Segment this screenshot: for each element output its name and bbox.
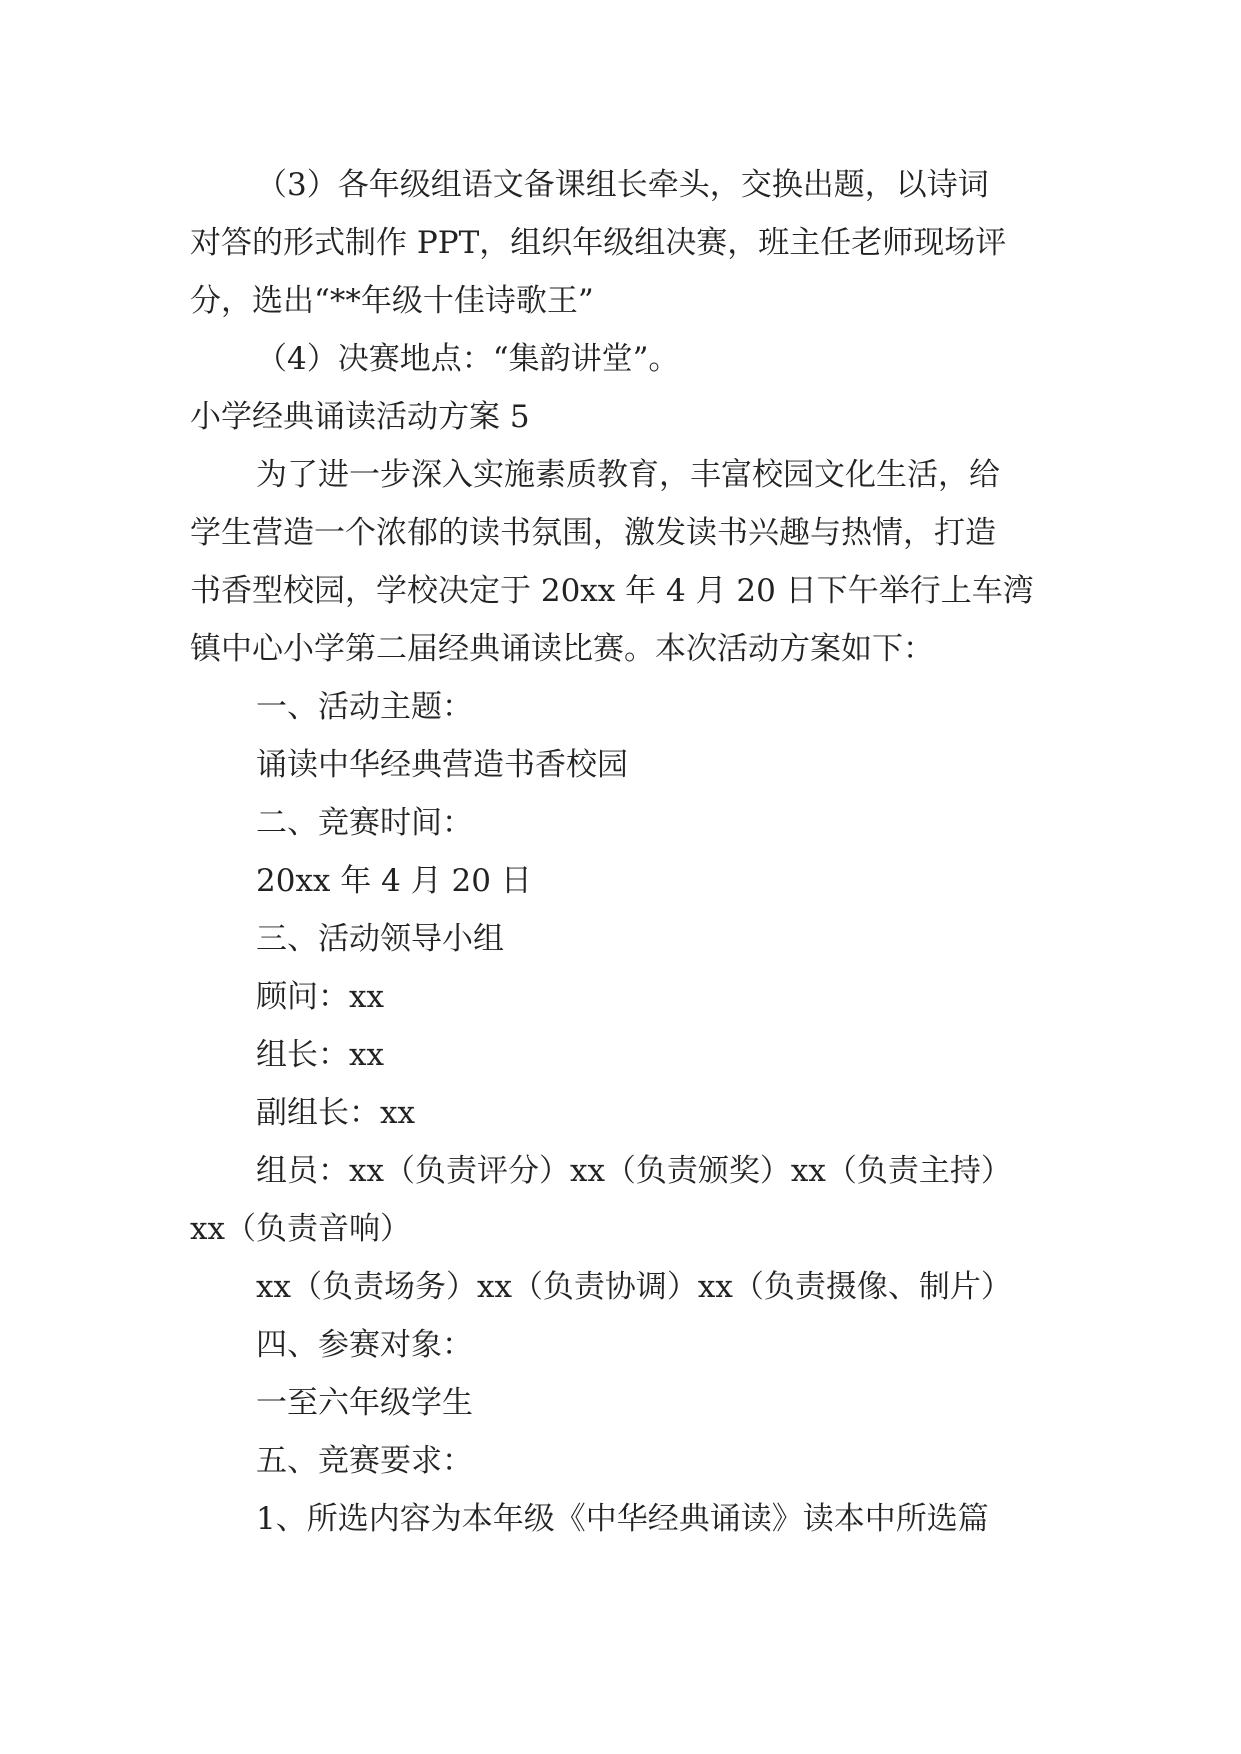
paragraph-line: （3）各年级组语文备课组长牵头，交换出题，以诗词 bbox=[256, 167, 989, 203]
paragraph-line: 分，选出“**年级十佳诗歌王” bbox=[190, 283, 594, 319]
subheading: 一、活动主题： bbox=[256, 689, 473, 725]
paragraph-line: 顾问：xx bbox=[256, 979, 384, 1015]
paragraph-line: 镇中心小学第二届经典诵读比赛。本次活动方案如下： bbox=[190, 631, 934, 667]
paragraph-line: 学生营造一个浓郁的读书氛围，激发读书兴趣与热情，打造 bbox=[190, 515, 996, 551]
paragraph-line: 组员：xx（负责评分）xx（负责颁奖）xx（负责主持） bbox=[256, 1153, 1012, 1189]
subheading: 二、竞赛时间： bbox=[256, 805, 473, 841]
paragraph-line: （4）决赛地点：“集韵讲堂”。 bbox=[256, 341, 680, 377]
paragraph-line: 对答的形式制作 PPT，组织年级组决赛，班主任老师现场评 bbox=[190, 225, 1007, 261]
paragraph-line: xx（负责场务）xx（负责协调）xx（负责摄像、制片） bbox=[256, 1269, 1012, 1305]
paragraph-line: 诵读中华经典营造书香校园 bbox=[256, 747, 628, 783]
paragraph-line: 20xx 年 4 月 20 日 bbox=[256, 863, 532, 899]
subheading: 五、竞赛要求： bbox=[256, 1443, 473, 1479]
paragraph-line: 一至六年级学生 bbox=[256, 1385, 473, 1421]
paragraph-line: 组长：xx bbox=[256, 1037, 384, 1073]
subheading: 四、参赛对象： bbox=[256, 1327, 473, 1363]
section-heading: 小学经典诵读活动方案 5 bbox=[190, 399, 530, 435]
subheading: 三、活动领导小组 bbox=[256, 921, 504, 957]
paragraph-line: xx（负责音响） bbox=[190, 1211, 411, 1247]
paragraph-line: 1、所选内容为本年级《中华经典诵读》读本中所选篇 bbox=[256, 1501, 989, 1537]
paragraph-line: 为了进一步深入实施素质教育，丰富校园文化生活，给 bbox=[256, 457, 1000, 493]
paragraph-line: 副组长：xx bbox=[256, 1095, 415, 1131]
paragraph-line: 书香型校园，学校决定于 20xx 年 4 月 20 日下午举行上车湾 bbox=[190, 573, 1034, 609]
